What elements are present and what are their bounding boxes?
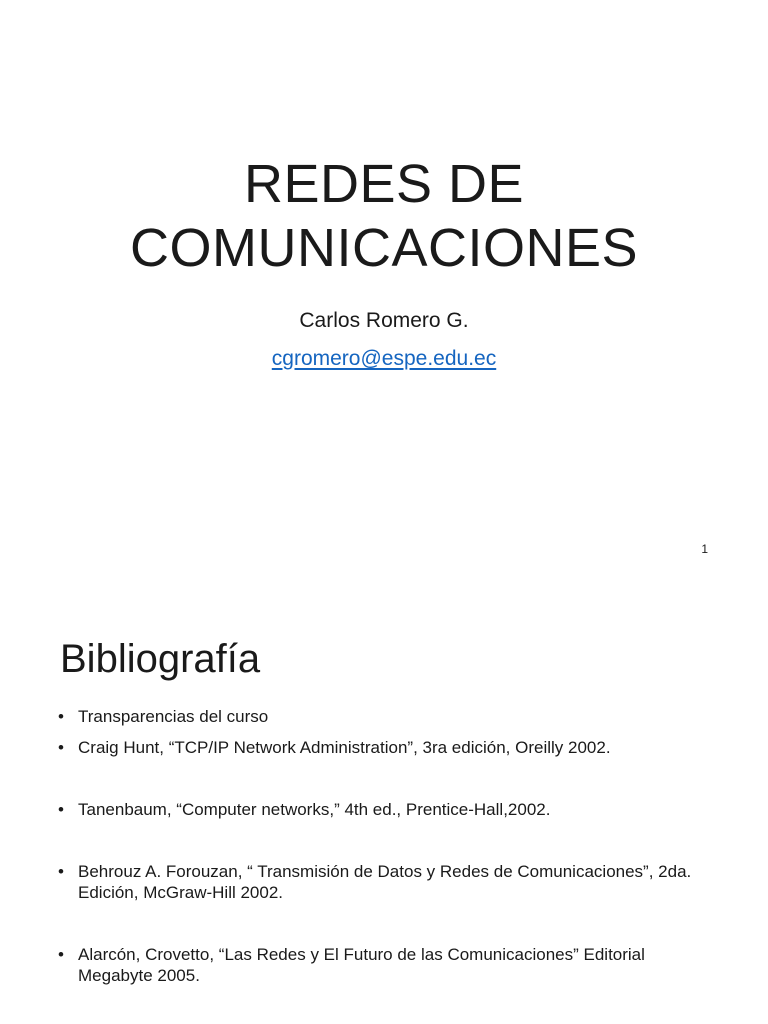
page-number: 1: [701, 542, 708, 556]
bibliography-item-text: Craig Hunt, “TCP/IP Network Administration”, 3ra edición, Oreilly 2002.: [78, 738, 611, 757]
bibliography-item-text: Tanenbaum, “Computer networks,” 4th ed., Prentice-Hall,2002.: [78, 800, 551, 819]
bullet-icon: •: [58, 707, 64, 726]
bibliography-slide: [0, 585, 768, 1024]
bibliography-item-text: Behrouz A. Forouzan, “ Transmisión de Datos y Redes de Comunicaciones”, 2da. Edición, McGraw-Hill 2002.: [78, 862, 692, 902]
bullet-icon: •: [58, 945, 64, 964]
bullet-icon: •: [58, 862, 64, 881]
bibliography-item: [58, 861, 718, 903]
slide-title: [0, 152, 768, 280]
bibliography-item: [58, 799, 718, 820]
author-name: Carlos Romero G.: [299, 309, 469, 332]
slide-title-line-2: COMUNICACIONES: [129, 218, 639, 278]
bullet-icon: •: [58, 800, 64, 819]
bullet-icon: •: [58, 738, 64, 757]
bibliography-item-text: Transparencias del curso: [78, 707, 269, 726]
section-title: Bibliografía: [60, 637, 261, 681]
bibliography-item: [58, 944, 718, 986]
bibliography-item: [58, 737, 718, 758]
bibliography-item-text: Alarcón, Crovetto, “Las Redes y El Futuro de las Comunicaciones” Editorial Megabyte 2005.: [78, 945, 645, 985]
bibliography-item: [58, 706, 718, 727]
slide-title-line-1: REDES DE: [243, 154, 525, 214]
email-line: [0, 346, 768, 372]
email-link[interactable]: cgromero@espe.edu.ec: [271, 347, 497, 370]
